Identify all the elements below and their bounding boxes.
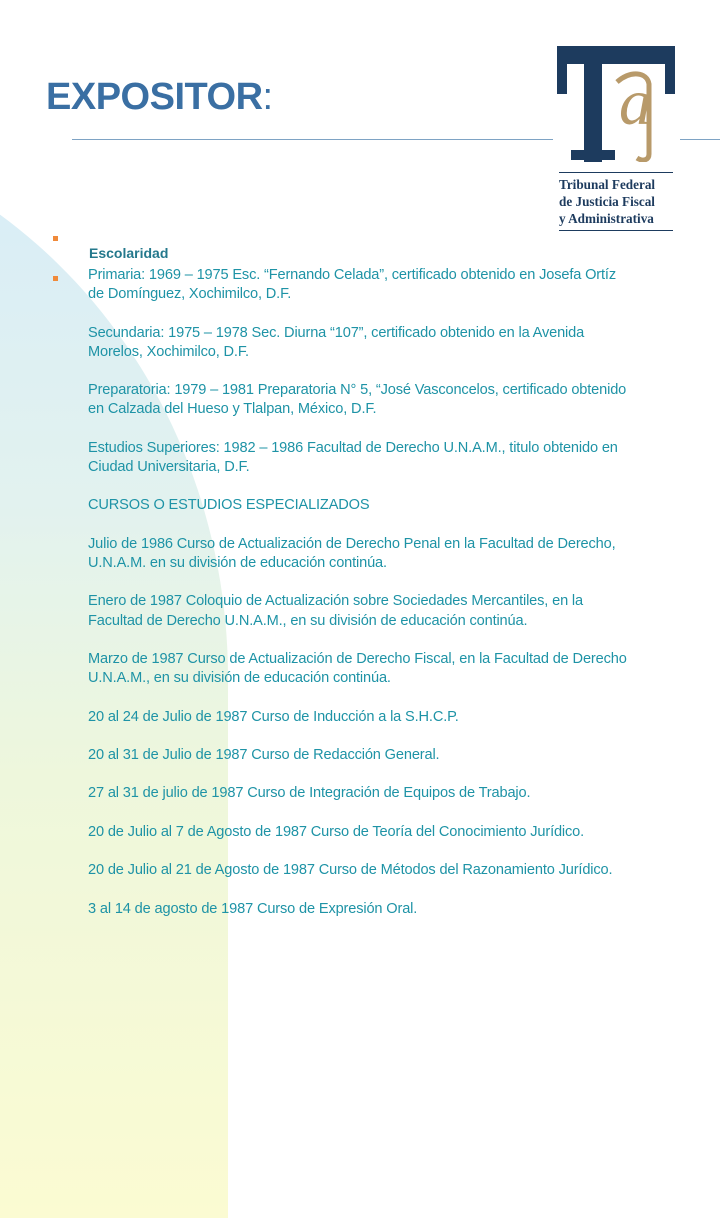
- entry-line: U.N.A.M. en su división de educación continúa.: [88, 554, 387, 571]
- tfja-logo: [553, 40, 680, 240]
- tfja-monogram-icon: [557, 46, 675, 162]
- entry-line: 20 al 24 de Julio de 1987 Curso de Inducción a la S.H.C.P.: [88, 708, 459, 725]
- entry-line: Ciudad Universitaria, D.F.: [88, 458, 250, 475]
- education-entry: [88, 823, 708, 842]
- education-entry: [88, 784, 708, 803]
- entry-line: 20 de Julio al 21 de Agosto de 1987 Curso de Métodos del Razonamiento Jurídico.: [88, 862, 613, 879]
- entry-line: 27 al 31 de julio de 1987 Curso de Integración de Equipos de Trabajo.: [88, 785, 531, 802]
- logo-rule-bottom: [559, 230, 673, 231]
- education-entry: [88, 708, 708, 727]
- entry-line: Secundaria: 1975 – 1978 Sec. Diurna “107”, certificado obtenido en la Avenida: [88, 324, 585, 341]
- education-entry: [88, 861, 708, 880]
- entry-line: Julio de 1986 Curso de Actualización de Derecho Penal en la Facultad de Derecho,: [88, 535, 616, 552]
- entry-line: Marzo de 1987 Curso de Actualización de Derecho Fiscal, en la Facultad de Derecho: [88, 650, 627, 667]
- entry-line: Primaria: 1969 – 1975 Esc. “Fernando Celada”, certificado obtenido en Josefa Ortíz: [88, 267, 616, 283]
- education-entry: [88, 900, 708, 919]
- page-title: EXPOSITOR:: [46, 76, 273, 118]
- education-entry: [88, 535, 708, 573]
- entry-line: Enero de 1987 Coloquio de Actualización sobre Sociedades Mercantiles, en la: [88, 593, 583, 610]
- svg-text:a: a: [619, 66, 652, 139]
- section-heading: Escolaridad: [89, 245, 169, 261]
- entry-line: 20 al 31 de Julio de 1987 Curso de Redacción General.: [88, 746, 440, 763]
- education-entry: [88, 324, 708, 362]
- entry-line: 3 al 14 de agosto de 1987 Curso de Expresión Oral.: [88, 900, 418, 917]
- entry-line: 20 de Julio al 7 de Agosto de 1987 Curso de Teoría del Conocimiento Jurídico.: [88, 823, 585, 840]
- entry-line: Facultad de Derecho U.N.A.M., en su división de educación continúa.: [88, 612, 528, 629]
- entry-line: CURSOS O ESTUDIOS ESPECIALIZADOS: [88, 497, 370, 514]
- logo-rule-top: [559, 172, 673, 173]
- education-entry: [88, 439, 708, 477]
- entry-line: Morelos, Xochimilco, D.F.: [88, 343, 249, 360]
- entry-line: Preparatoria: 1979 – 1981 Preparatoria N° 5, “José Vasconcelos, certificado obtenido: [88, 382, 627, 399]
- entry-line: Estudios Superiores: 1982 – 1986 Facultad de Derecho U.N.A.M., titulo obtenido en: [88, 439, 618, 456]
- entry-line: en Calzada del Hueso y Tlalpan, México, D.F.: [88, 401, 377, 418]
- education-entry: [88, 266, 708, 304]
- education-entry: [88, 496, 708, 515]
- education-entry: [88, 650, 708, 688]
- education-entry: [88, 381, 708, 419]
- education-list: [88, 266, 708, 919]
- bullet-primaria: [53, 276, 58, 281]
- bullet-empty: [53, 236, 58, 241]
- education-entry: [88, 746, 708, 765]
- entry-line: U.N.A.M., en su división de educación continúa.: [88, 670, 391, 687]
- education-entry: [88, 592, 708, 630]
- logo-caption: Tribunal Federal de Justicia Fiscal y Administrativa: [559, 177, 656, 226]
- entry-line: de Domínguez, Xochimilco, D.F.: [88, 286, 292, 303]
